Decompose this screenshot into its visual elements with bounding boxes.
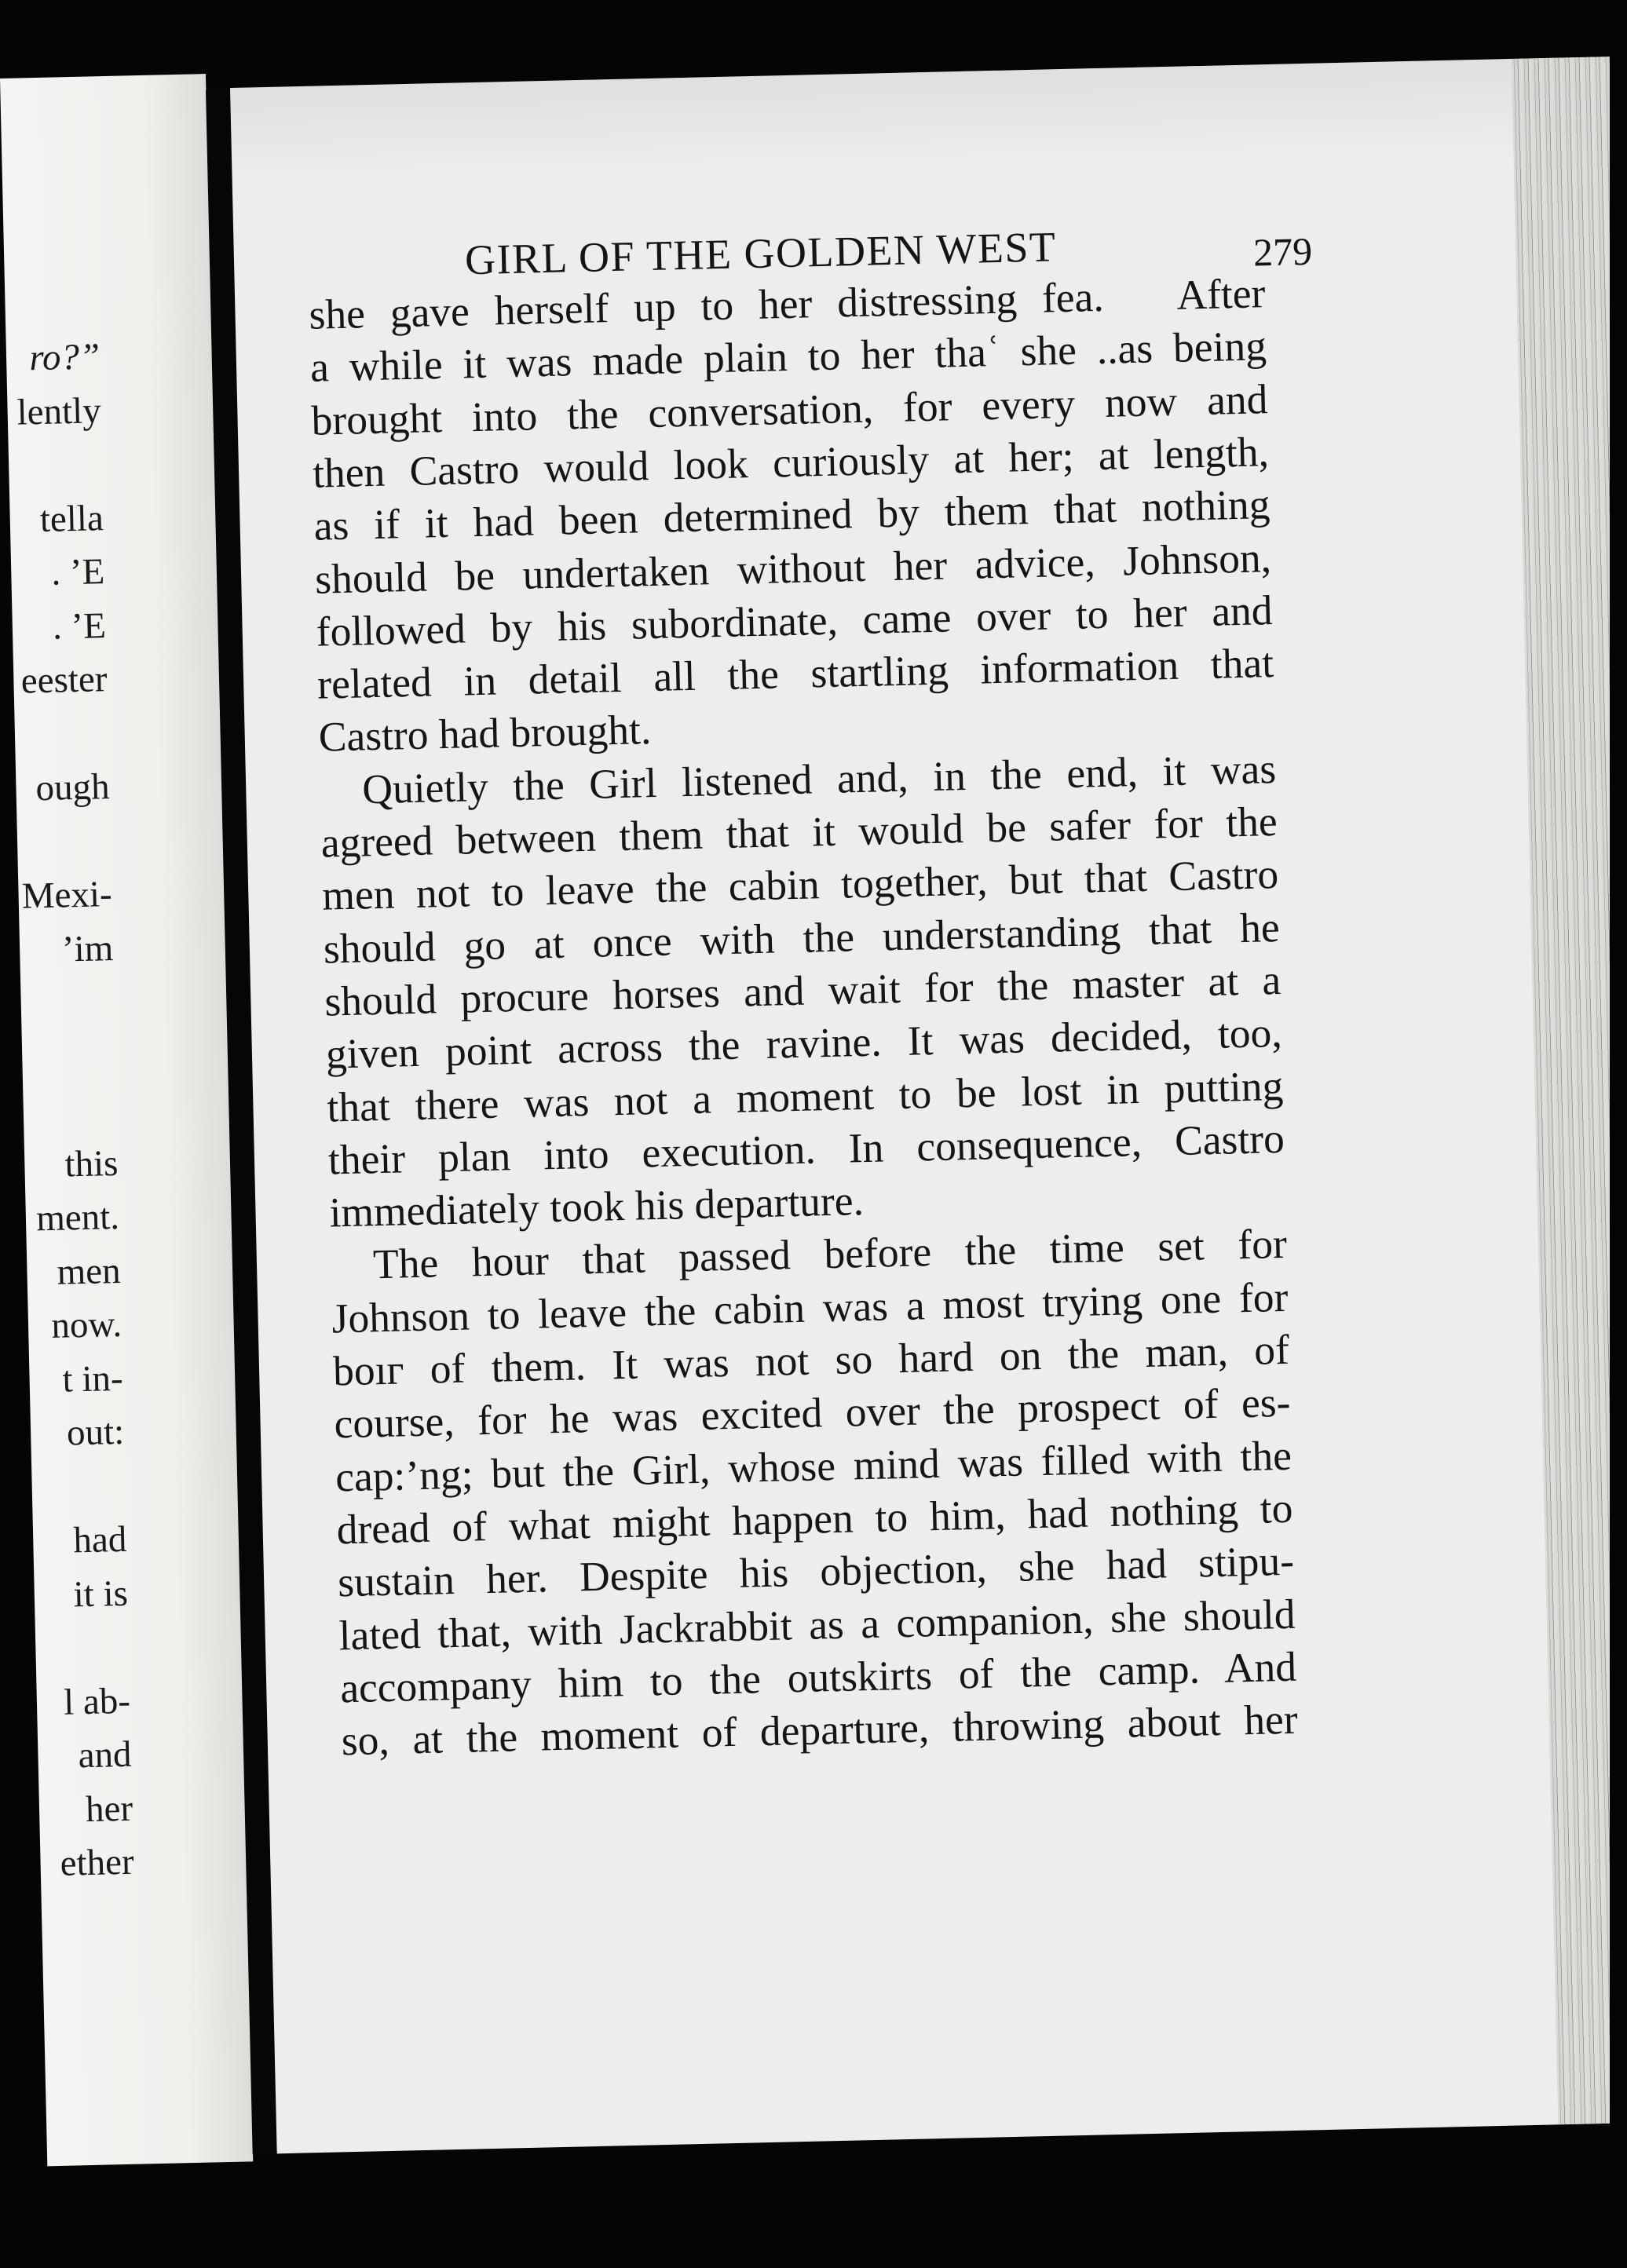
- text-line: The hour that passed before the time set for: [372, 1220, 1288, 1288]
- text-line: agreed between them that it would be safer for the: [320, 797, 1278, 867]
- text-line: Quietly the Girl listened and, in the end, it was: [361, 744, 1277, 813]
- text-line: then Castro would look curiously at her; at length,: [312, 428, 1270, 497]
- text-line: men not to leave the cabin together, but that Castro: [321, 850, 1279, 919]
- left-page-line: . ’E: [50, 551, 105, 593]
- page-number: 279: [1252, 228, 1313, 275]
- text-line: should be undertaken without her advice, Johnson,: [314, 533, 1272, 603]
- text-line: immediately took his departure.: [328, 1177, 865, 1236]
- left-page-line: tella: [39, 497, 104, 540]
- text-line: that there was not a moment to be lost in putting: [326, 1061, 1284, 1131]
- text-line: Johnson to leave the cabin was a most trying one for: [331, 1273, 1289, 1342]
- text-line: brought into the conversation, for every now and: [310, 374, 1268, 444]
- running-head: GIRL OF THE GOLDEN WEST: [464, 223, 1058, 284]
- text-line: accompany him to the outskirts of the camp. And: [339, 1642, 1297, 1712]
- left-page-line: l ab-: [63, 1680, 131, 1723]
- scan-border-right: [1610, 0, 1627, 2268]
- left-page-line: and: [78, 1733, 133, 1777]
- text-line: course, for he was excited over the prospect of es-: [333, 1379, 1292, 1448]
- text-line: lated that, with Jackrabbit as a companion, she should: [338, 1590, 1296, 1659]
- left-page-line: ro?”: [28, 336, 101, 379]
- text-line: followed by his subordinate, came over to her and: [316, 586, 1274, 656]
- left-page-line: men: [56, 1250, 122, 1293]
- text-line: should procure horses and wait for the master at a: [324, 955, 1281, 1025]
- text-line: cap:’ng; but the Girl, whose mind was filled with the: [335, 1431, 1292, 1500]
- text-line: so, at the moment of departure, throwing about her: [341, 1695, 1299, 1765]
- page-shadow: [230, 57, 1615, 182]
- left-page-line: lently: [16, 389, 102, 433]
- text-line: sustain her. Despite his objection, she had stipu-: [337, 1536, 1295, 1606]
- text-line: dread of what might happen to him, had nothing to: [336, 1484, 1294, 1554]
- text-line: Castro had brought.: [318, 706, 652, 761]
- left-page-line: ’im: [61, 927, 114, 970]
- left-page-line: t in-: [61, 1357, 124, 1401]
- left-page-line: out:: [66, 1411, 125, 1454]
- left-page-line: ment.: [35, 1196, 120, 1240]
- left-page-line: her: [85, 1788, 133, 1830]
- text-line: their plan into execution. In consequence, Castro: [327, 1114, 1285, 1184]
- text-line: as if it had been determined by them that nothing: [313, 480, 1271, 550]
- scan-border-bottom: [0, 2174, 1627, 2268]
- left-page-line: had: [72, 1518, 127, 1561]
- left-page-line: now.: [50, 1303, 122, 1346]
- left-page-line: . ’E: [52, 604, 107, 648]
- left-page-line: Mexi-: [21, 874, 113, 917]
- text-line: a while it was made plain to her thaʿ she ..as being: [309, 322, 1267, 392]
- left-page-line: this: [64, 1142, 119, 1185]
- text-line: should go at once with the understanding that he: [323, 903, 1281, 973]
- left-page-line: ough: [35, 766, 111, 809]
- left-page-text: [0, 74, 206, 1884]
- text-line: she gave herself up to her distressing fea. After: [308, 269, 1266, 338]
- text-line: given point across the ravine. It was decided, too,: [325, 1009, 1283, 1078]
- text-line: boıг of them. It was not so hard on the man, of: [332, 1325, 1290, 1395]
- left-page-line: it is: [73, 1572, 129, 1615]
- left-page-line: eester: [20, 659, 108, 702]
- left-page-line: ether: [60, 1841, 135, 1884]
- text-line: related in detail all the startling information that: [316, 639, 1274, 708]
- right-page: [230, 57, 1627, 2153]
